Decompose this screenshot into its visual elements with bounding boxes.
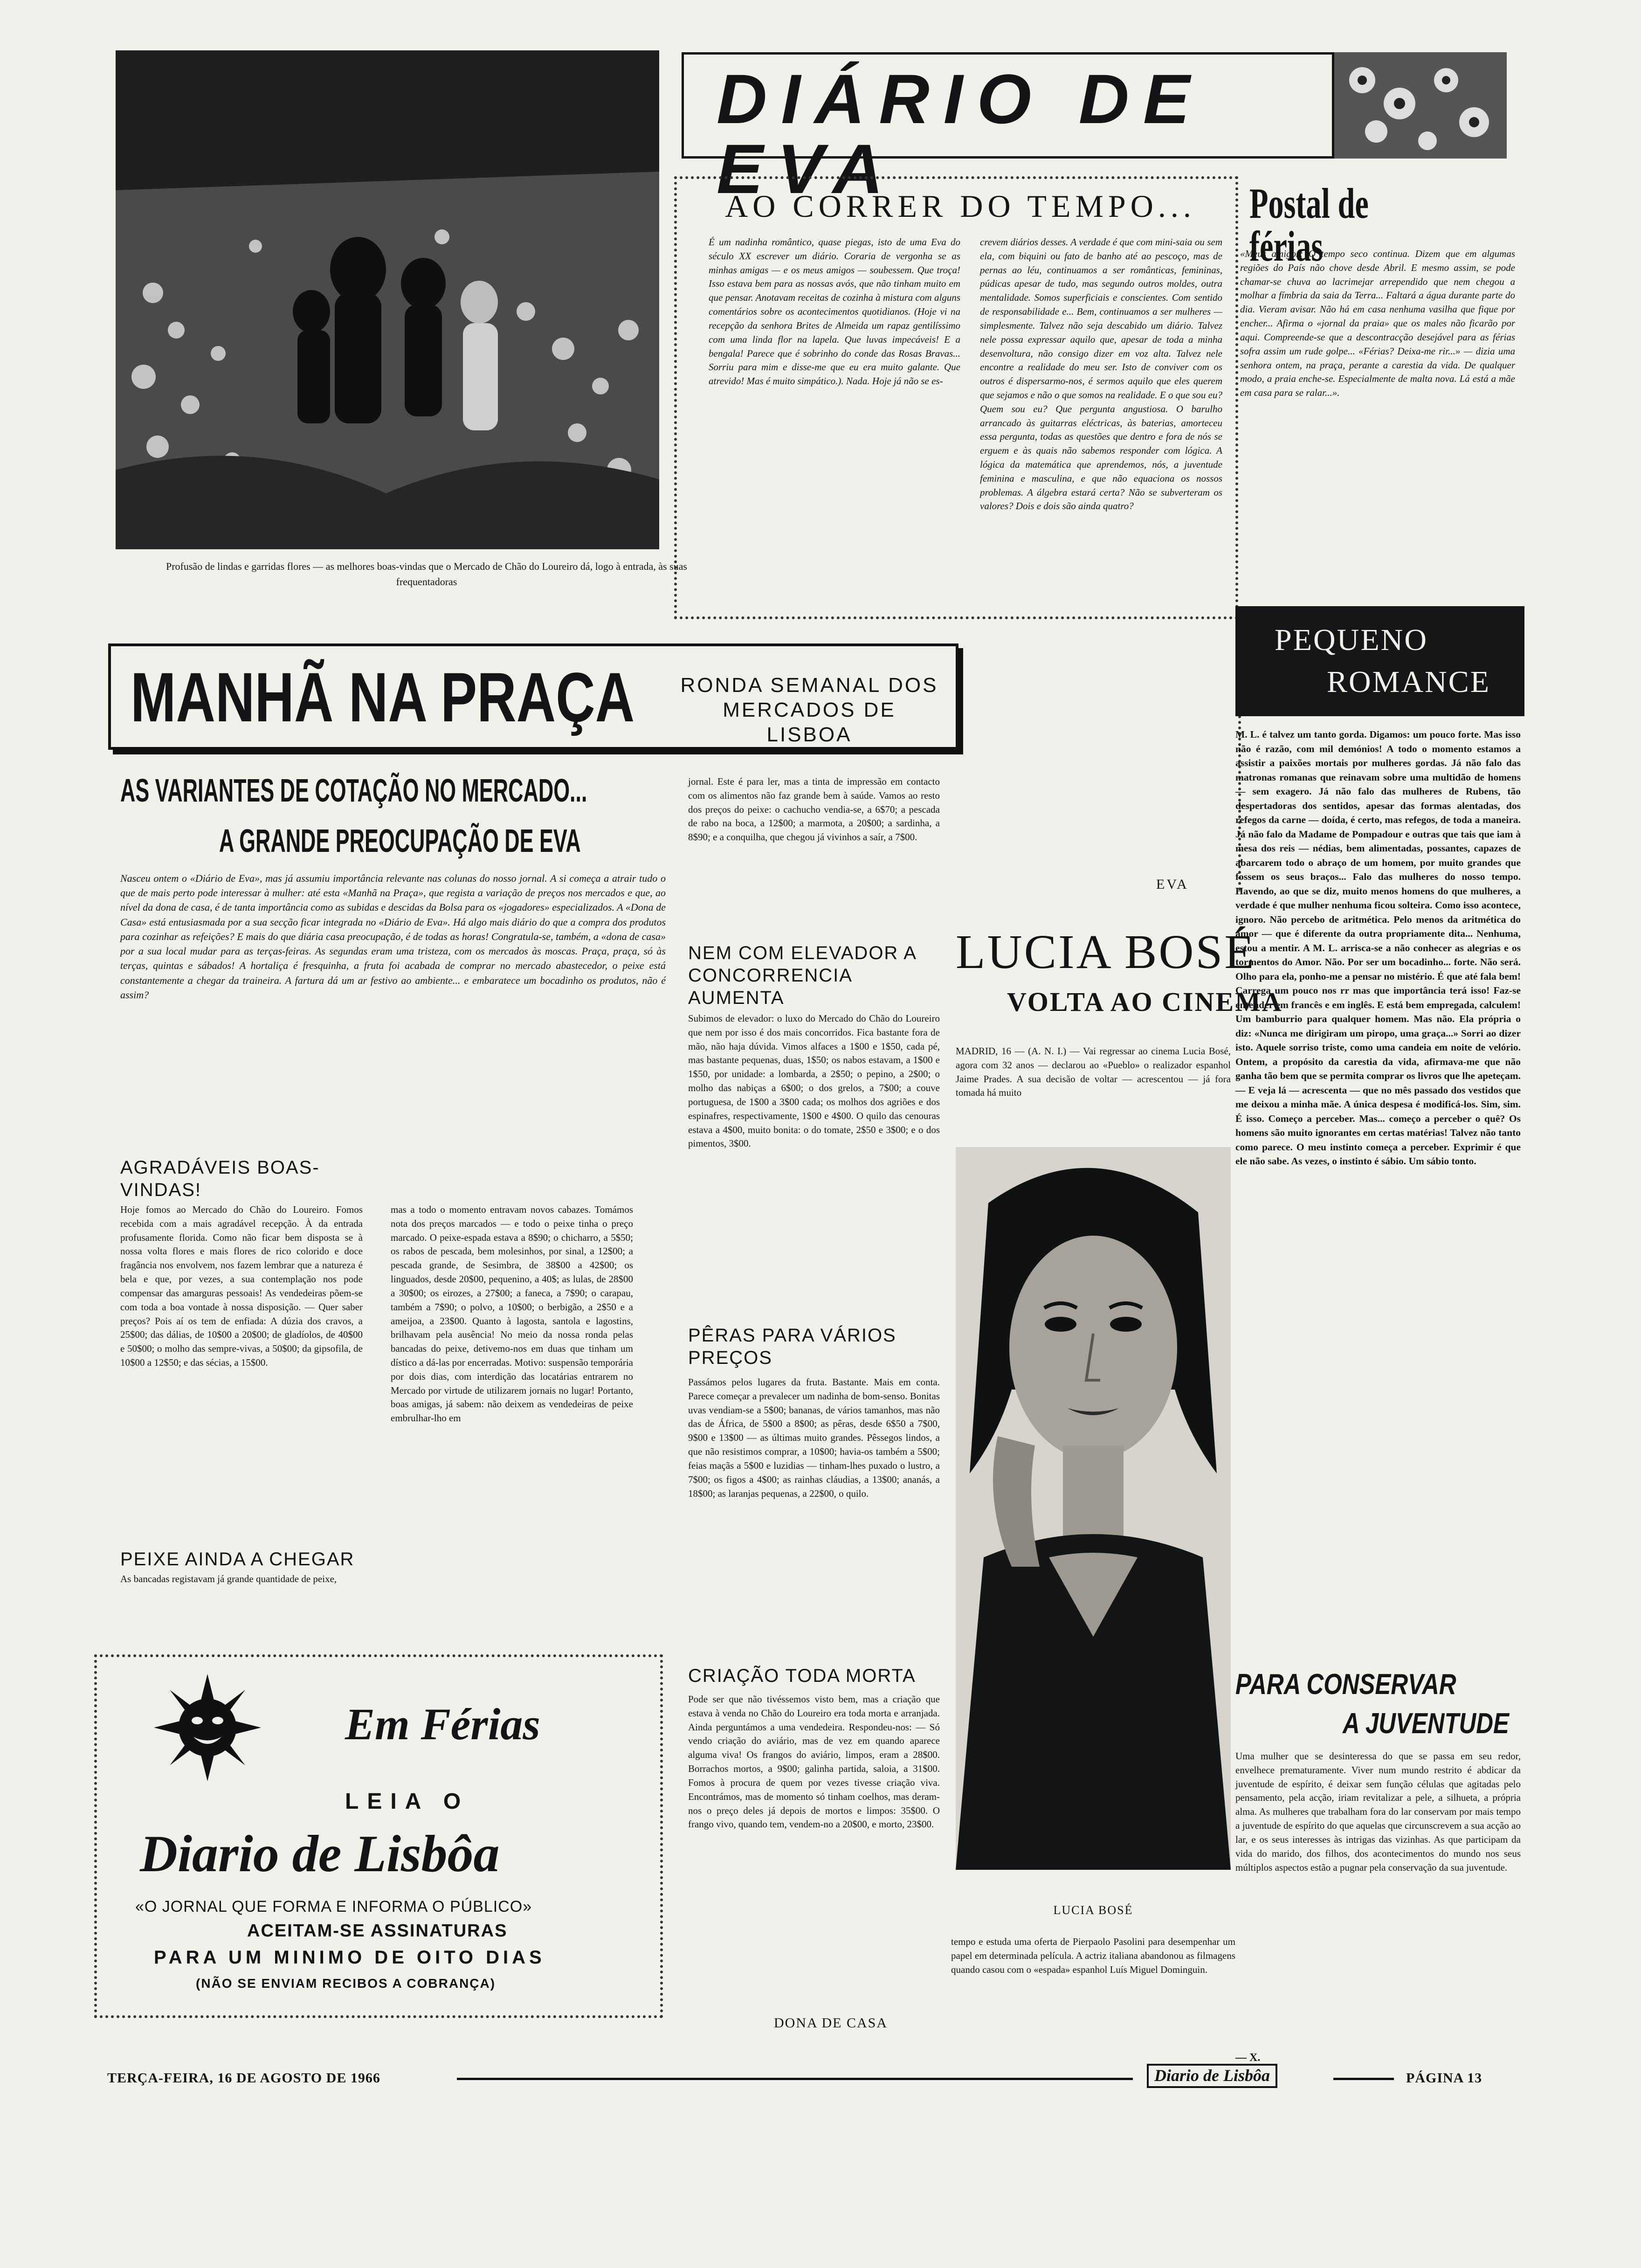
header-decoration-image bbox=[1334, 52, 1507, 159]
manha-head-2: A GRANDE PREOCUPAÇÃO DE EVA bbox=[219, 823, 581, 859]
flower-market-image bbox=[116, 50, 659, 549]
flowers-decoration-icon bbox=[1334, 52, 1507, 159]
subhead-elevador: NEM COM ELEVADOR A CONCORRENCIA AUMENTA bbox=[688, 943, 916, 1008]
manha-col-c4: Pode ser que não tivéssemos visto bem, mas a criação que estava à venda no Chão do Loureiro era toda morta e arranjada. Ainda perguntámos a uma vendedeira. Respondeu-nos: — Só vendo criação do aviário, mas de vez em quando aparece alguma viva! Os frangos do aviário, limpos, eram a 28$00. Borrachos mortos, a 9$00; galinha partida, saloia, a 31$00. Fomos à procura de quem por vezes tivesse criação viva. Encontrámos, mas de momento só tinham coelhos, mas deram-nos o preço deles já depois de mortos e limpos: 35$00. O frango vivo, quando tem, vendem-no a 20$00, e morto, 23$00. bbox=[688, 1694, 940, 1830]
footer-rule-left bbox=[457, 2078, 1133, 2080]
correr-col-1: É um nadinha romântico, quase piegas, isto de uma Eva do século XX escrever um diário. Coraria de vergonha se as minhas amigas — e os meus amigos — soubessem. Que troça! Isso estava bem para as nossas avós, que não tinham muito em que pensar. Anotavam receitas de cozinha à mistura com alguns comentários sobre os acontecimentos quotidianos. (Hoje vi na recepção da senhora Brites de Almeida um rapaz gentilíssimo com uma linda flor na lapela. Que luvas impecáveis! E a bengala! Parece que é sobrinho do conde das Rosas Bravas... Sorriu para mim e disse-me que eu era muito galante. Que atrevido! Mas é muito simpático.). Nada. Hoje já não se es- bbox=[709, 236, 960, 387]
bose-title: LUCIA BOSÉ bbox=[956, 925, 1256, 979]
subhead-peras: PÊRAS PARA VÁRIOS PREÇOS bbox=[688, 1325, 896, 1368]
diario-eva-title: DIÁRIO DE EVA bbox=[717, 60, 1204, 208]
ad-note: (NÃO SE ENVIAM RECIBOS A COBRANÇA) bbox=[196, 1976, 496, 1991]
sun-icon bbox=[154, 1674, 261, 1781]
footer-logo: Diario de Lisbôa bbox=[1147, 2064, 1277, 2088]
flower-market-photo bbox=[116, 50, 659, 549]
bose-subtitle: VOLTA AO CINEMA bbox=[1007, 987, 1283, 1017]
conservar-title-2: A JUVENTUDE bbox=[1343, 1708, 1509, 1740]
bose-body: MADRID, 16 — (A. N. I.) — Vai regressar ao cinema Lucia Bosé, agora com 32 anos — declarou ao «Pueblo» o realizador espanhol Jaime Prades. A sua decisão de voltar — acrescentou — já fora tomada há muito bbox=[956, 1045, 1231, 1099]
pequeno-body: M. L. é talvez um tanto gorda. Digamos: um pouco forte. Mas isso não é razão, com mil demónios! A todo o momento estamos a assistir a paixões mortais por mulheres gordas. Já não falo das matronas romanas que reinavam sobre uma multidão de homens — sem exagero. Já não falo das mulheres de Rubens, tão despertadoras dos sentidos, apesar das formas alentadas, dos refegos da carne — doída, é certo, mas refegos, de toda a maneira. Já não falo da Madame de Pompadour e outras que tais que iam à mesa dos reis — nédias, bem alimentadas, possantes, capazes de abarcarem todo o abraço de um homem, por muito grandes que fossem os seus braços... Falo das mulheres do nosso tempo. Havendo, ao que se diz, muito menos homens do que mulheres, a verdade é que mulher nenhuma ficou solteira. Como isso acontece, ignoro. Não percebo de aritmética. Pelo menos da aritmética do amor — que é diferente da outra propriamente dita... Nenhuma, estou a mentir. A M. L. arrisca-se a não conhecer as alegrias e os tormentos do Amor. Não. Por ser um bocadinho... forte. Não será. Olho para ela, ponho-me a pensar no mistério. É que até fala bem! Carrega um pouco nos rr mas que importância terá isso! Faz-se entender em francês e em inglês. E está bem empregada, calculem! Um bamburrio para qualquer homem. Mas não. Ela própria o diz: «Nunca me dirigiram um piropo, uma graça...» Sorri ao dizer isto. Aquele sorriso triste, como uma candeia em noite de velório. Ontem, a propósito da carestia da vida, afirmava-me que não ganha tão bem que se permita comprar os livros que lhe apeteçam. — E veja lá — acrescenta — que no mês passado dos vestidos que me deixou a minha mãe. A única despesa é modificá-los. Sim, sim. É isso. Começo a perceber. Mas... começo a perceber o quê? Os homens são muito ignorantes em certas matérias! Talvez não tanto como parece. O meu instinto começa a perceber. Exprimir é que ele não sabe. As vezes, o instinto é sábio. Um sábio tonto. bbox=[1235, 729, 1521, 1167]
footer-page-number: PÁGINA 13 bbox=[1406, 2070, 1482, 2086]
ad-brand: Diario de Lisbôa bbox=[140, 1825, 500, 1883]
manha-col-c2: Subimos de elevador: o luxo do Mercado do Chão do Loureiro que nem por isso é dos mais concorridos. Fica bastante fora de mão, não haja dúvida. Vimos alfaces a 1$00 e 1$50, cada pé, mas bastante pequenas, duas, 1$50; os nabos estavam, a 1$00 e 1$50, por unidade: a lombarda, a 2$50; o pepino, a 2$00; o molho das nabiças a 6$00; o dos grelos, a 7$00; a couve portuguesa, de 1$00 a 3$00 cada; os molhos dos agriões e dos espinafres, respectivamente, 1$00 e 4$00. O quilo das cenouras estava a 4$00, muito bonita: o do tomate, 2$50 e 3$00; e o dos pimentos, 3$00. bbox=[688, 1013, 940, 1149]
postal-body: «Meus amigos: O tempo seco continua. Dizem que em algumas regiões do País não chove desde Abril. E mesmo assim, se pode chamar-se chuva ao lacrimejar arrependido que nem chegou a molhar a fímbria da saia da Terra... Faltará a água durante parte do dia. Vieram avisar. Não há em casa nenhuma vasilha que fique por encher... Afirma o «jornal da praia» que os males não ficarão por aqui. Compreende-se que a descontracção desejável para as férias sofra assim um rude golpe... «Férias? Deixa-me rir...» — dizia uma senhora ontem, na praça, perante a carestia da vida. De qualquer modo, a praia enche-se. Especialmente de malta nova. Lá está a mãe em casa para se ralar...». bbox=[1240, 248, 1515, 399]
subhead-criacao: CRIAÇÃO TODA MORTA bbox=[688, 1666, 916, 1686]
photo-caption: Profusão de lindas e garridas flores — as melhores boas-vindas que o Mercado de Chão do Loureiro dá, logo à entrada, às suas frequentadoras bbox=[165, 560, 687, 588]
correr-col-2: crevem diários desses. A verdade é que com mini-saia ou sem ela, com biquini ou fato de banho até ao pescoço, mas de pernas ao léu, continuamos a ser românticas, femininas, púdicas apesar de tudo, mas segundo outros moldes, outra mentalidade. Somos superficiais e conscientes. Com sentido de responsabilidade e... Bem, continuamos a ser mulheres — simplesmente. Talvez não seja descabido um diário. Talvez nele possa expressar aquilo que, apesar de toda a minha desenvoltura, não consigo dizer em voz alta. Talvez nele encontre a realidade do meu ser. Isto de conviver com os outros é dispersarmo-nos, é sermos aquilo que eles querem que sejamos e não o que somos na realidade. E o que sou eu? Quem sou eu? Que pergunta angustiosa. O barulho arrancado às guitarras eléctricas, às baterias, amorteceu essa pergunta, todas as questões que dentro e fora de nós se erguem e às quais não sabemos responder com lógica. A lógica da matemática que aprendemos, nós, a juventude feminina e masculina, e que não equaciona os nossos problemas. A álgebra estará certa? Não se subverteram os valores? Dois e dois são ainda quatro? bbox=[980, 236, 1222, 512]
footer-rule-right bbox=[1333, 2078, 1394, 2080]
conservar-signature: — X. bbox=[1235, 2052, 1261, 2064]
sun-face-icon bbox=[154, 1674, 261, 1781]
pequeno-title-2: ROMANCE bbox=[1327, 665, 1491, 699]
ad-tagline: «O JORNAL QUE FORMA E INFORMA O PÚBLICO» bbox=[135, 1898, 532, 1915]
manha-lead: Nasceu ontem o «Diário de Eva», mas já assumiu importância relevante nas colunas do nosso jornal. A si começa a atrair tudo o que de mais perto pode interessar à mulher: até esta «Manhã na Praça», que regista a variação de preços nos mercados e que, ao nível da dona de casa, é de tanta importância como as subidas e descidas da Bolsa para os «jogadores» especializados. A «Dona de Casa» está entusiasmada por a sua secção ficar integrada no «Diário de Eva». Há algo mais diário do que a compra dos produtos para cozinhar as refeições? E mais do que diária casa preocupação, é de todas as horas! Congratula-se, também, a «dona de casa» por a sua local mudar para as terças-feiras. As segundas eram uma tristeza, com os mercados às moscas. Praça, praça, só às terças, quintas e sábados! A hortaliça é fresquinha, a fruta foi acabada de comprar no mercado abastecedor, o peixe está constantemente a chegar da traineira. A fartura dá um ar festivo ao ambiente... e embaratece um bocadinho os produtos, não é assim? bbox=[120, 872, 666, 1001]
footer-date: TERÇA-FEIRA, 16 DE AGOSTO DE 1966 bbox=[107, 2070, 380, 2086]
ad-line-1: Em Férias bbox=[345, 1699, 540, 1749]
portrait-image bbox=[956, 1147, 1231, 1870]
pequeno-title-1: PEQUENO bbox=[1275, 623, 1428, 657]
manha-col-a: Hoje fomos ao Mercado do Chão do Loureiro. Fomos recebida com a mais agradável recepção. À da entrada profusamente florida. Como não ficar bem disposta se à nossa volta flores e mais flores de rico colorido e doce fragância nos envolvem, nos fazem lembrar que a natureza é bela e que, por vezes, a sua contemplação nos pode compensar das amarguras pessoais! As vendedeiras põem-se com toda a boa vontade à nossa disposição. — Quer saber preços? Pois aí os tem de enfiada: A dúzia dos cravos, a 25$00; das dálias, de 10$00 a 20$00; de gladíolos, de 40$00 e 50$00; o molho das sempre-vivas, a 50$00; da gipsofila, de 10$00 a 12$50; e das sécias, a 15$00. bbox=[120, 1204, 363, 1368]
conservar-body: Uma mulher que se desinteressa do que se passa em seu redor, envelhece prematuramente. Viver num mundo restrito é abdicar da juventude de espírito, é deixar sem função células que agitadas pelo pensamento, pela acção, iriam revitalizar a pele, a silhueta, a própria alma. As mulheres que trabalham fora do lar conservam por mais tempo a juventude de espírito do que aquelas que circunscrevem a sua acção ao lar, e os seus interesses às intrigas das vizinhas. As que participam da vida do marido, dos filhos, dos acontecimentos do mundo nos seus múltiplos aspectos estão a pugnar pela conservação da sua juventude. bbox=[1235, 1750, 1521, 1873]
lucia-bose-photo bbox=[956, 1147, 1231, 1870]
correr-title: AO CORRER DO TEMPO... bbox=[725, 188, 1196, 224]
manha-signature: DONA DE CASA bbox=[774, 2015, 888, 2031]
manha-col-c: jornal. Este é para ler, mas a tinta de impressão em contacto com os alimentos não faz grande bem à saúde. Vamos ao resto dos preços do peixe: o cachucho vendia-se, a 6$70; a pescada de rabo na boca, a 12$00; a marmota, a 20$00; a sardinha, a 8$90; e a conquilha, que chegou já vivinhos a saír, a 7$00. bbox=[688, 776, 940, 843]
pequeno-romance-banner bbox=[1235, 606, 1524, 716]
manha-col-a2: As bancadas registavam já grande quantidade de peixe, bbox=[120, 1573, 337, 1584]
ad-line-2: LEIA O bbox=[345, 1789, 469, 1814]
bose-photo-caption: LUCIA BOSÉ bbox=[1053, 1903, 1133, 1917]
manha-col-c3: Passámos pelos lugares da fruta. Bastante. Mais em conta. Parece começar a prevalecer um nadinha de bom-senso. Bonitas uvas vendiam-se a 5$00; bananas, de vários tamanhos, mas não das de África, de 5$00 a 8$00; as pêras, desde 6$50 a 7$00, 9$00 e 13$00 — as últimas muito grandes. Pêssegos lindos, a que não resistimos comprar, a 10$00; havia-os também a 5$00; feias maçãs a 5$00 e luzidias — tinham-lhes puxado o lustro, a 7$00; os figos a 4$00; as rainhas cláudias, a 13$00; ananás, a 18$00; as laranjas pequenas, a 22$00, o quilo. bbox=[688, 1376, 940, 1499]
manha-col-b: mas a todo o momento entravam novos cabazes. Tomámos nota dos preços marcados — e todo o peixe tinha o preço marcado. O peixe-espada estava a 8$90; o chicharro, a 5$50; os rabos de pescada, bem molesinhos, por sinal, a 12$00; a pescada grande, de Sesimbra, de 38$00 a 42$00; os linguados, desde 20$00, pequenino, a 40$; as lulas, de 28$00 a 30$00; os eirozes, a 27$00; a faneca, a 7$90; o carapau, também a 7$90; o polvo, a 10$00; o berbigão, a 2$50 e a ameijoa, a 23$00. Quanto à lagosta, santola e lagostins, brilhavam pela ausência! No meio da nossa ronda pelas bancadas do peixe, detivemo-nos em duas que tinham um dístico a dá-las por encerradas. Motivo: suspensão temporária por dois dias, com interdição das locatárias entrarem no Mercado por virtude de utilizarem jornais no lugar! Portanto, boas amigas, já sabem: não deixem as vendedeiras de peixe embrulhar-lho em bbox=[391, 1204, 633, 1424]
manha-subtitle: RONDA SEMANAL DOS MERCADOS DE LISBOA bbox=[680, 674, 938, 746]
conservar-title-1: PARA CONSERVAR bbox=[1235, 1668, 1456, 1701]
manha-head-1: AS VARIANTES DE COTAÇÃO NO MERCADO... bbox=[120, 772, 587, 809]
ad-offer-2: PARA UM MINIMO DE OITO DIAS bbox=[154, 1947, 545, 1968]
subhead-peixe: PEIXE AINDA A CHEGAR bbox=[120, 1549, 355, 1570]
correr-signature: EVA bbox=[1156, 877, 1189, 892]
manha-title: MANHÃ NA PRAÇA bbox=[131, 658, 635, 736]
bose-body-2: tempo e estuda uma oferta de Pierpaolo Pasolini para desempenhar um papel em determinada película. A actriz italiana abandonou as filmagens quando casou com o «espada» espanhol Luís Miguel Dominguin. bbox=[951, 1936, 1235, 1975]
ad-offer-1: ACEITAM-SE ASSINATURAS bbox=[247, 1921, 508, 1941]
postal-title: Postal de férias bbox=[1249, 180, 1369, 270]
subhead-agradaveis: AGRADÁVEIS BOAS-VINDAS! bbox=[120, 1157, 320, 1200]
